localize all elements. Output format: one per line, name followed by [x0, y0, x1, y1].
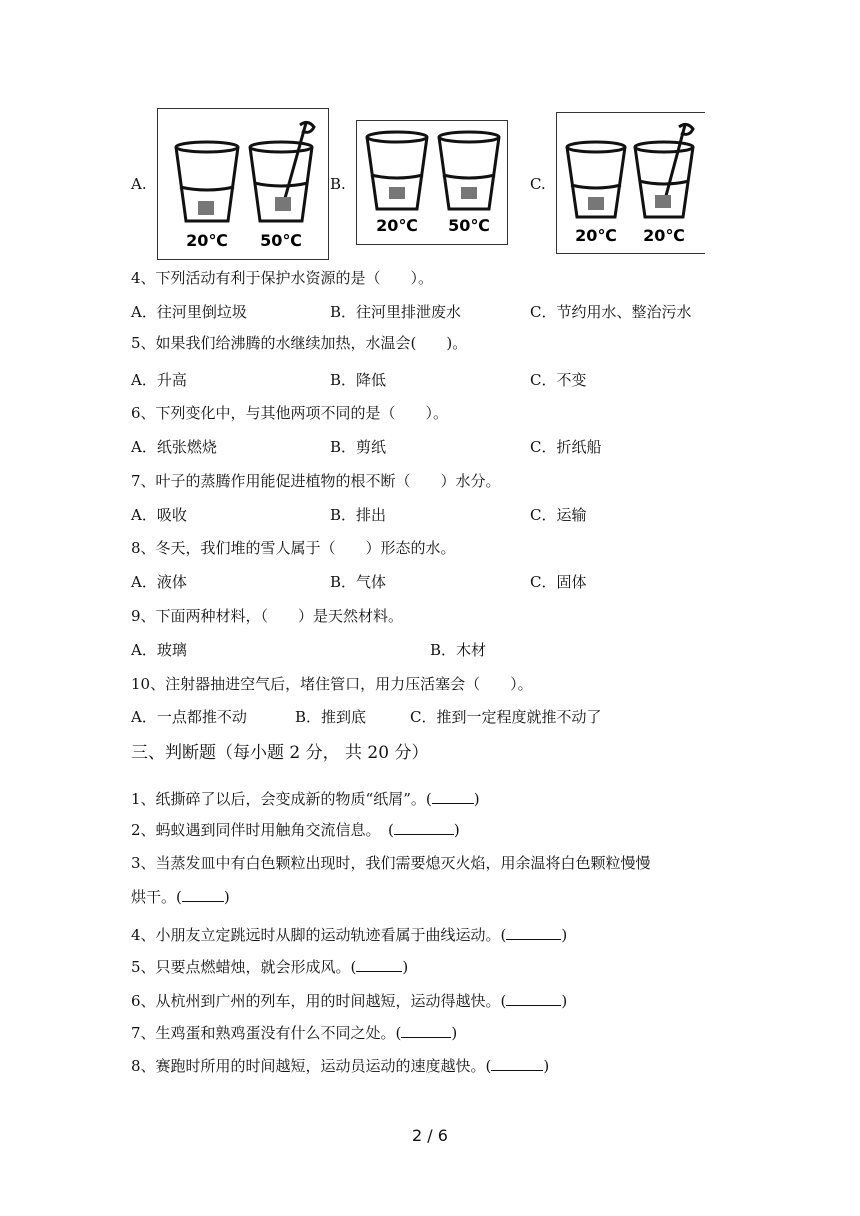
judgment-4: 4、小朋友立定跳远时从脚的运动轨迹看属于曲线运动。( ): [131, 926, 568, 944]
option-a-left-temp: 20℃: [186, 231, 228, 250]
question-9-option-a: A．玻璃: [131, 641, 187, 659]
option-b-label: B.: [330, 175, 346, 193]
question-4-stem: 4、下列活动有利于保护水资源的是（ ）。: [131, 269, 434, 287]
judgment-3-continued: 烘干。( ): [131, 888, 230, 906]
option-b-right-temp: 50℃: [448, 216, 490, 235]
answer-blank[interactable]: [401, 1022, 451, 1038]
beakers-illustration-b: [357, 121, 507, 244]
question-10-stem: 10、注射器抽进空气后，堵住管口，用力压活塞会（ ）。: [131, 675, 533, 693]
option-c-label: C.: [530, 175, 546, 193]
question-10-option-b: B．推到底: [295, 708, 367, 726]
answer-blank[interactable]: [506, 924, 561, 940]
option-a-image: [157, 108, 329, 260]
option-b-left-temp: 20℃: [376, 216, 418, 235]
question-7-option-c: C．运输: [530, 506, 587, 524]
option-c-right-temp: 20℃: [643, 226, 685, 245]
question-10-option-c: C．推到一定程度就推不动了: [410, 708, 602, 726]
question-5-option-b: B．降低: [330, 371, 387, 389]
question-5-stem: 5、如果我们给沸腾的水继续加热，水温会( )。: [131, 334, 468, 352]
question-5-option-a: A．升高: [131, 371, 187, 389]
question-8-option-b: B．气体: [330, 573, 387, 591]
answer-blank[interactable]: [394, 819, 454, 835]
option-c-left-temp: 20℃: [575, 226, 617, 245]
question-4-option-b: B．往河里排泄废水: [330, 303, 462, 321]
question-6-option-b: B．剪纸: [330, 438, 387, 456]
judgment-3: 3、当蒸发皿中有白色颗粒出现时，我们需要熄灭火焰，用余温将白色颗粒慢慢: [131, 854, 651, 872]
judgment-1: 1、纸撕碎了以后，会变成新的物质“纸屑”。( ): [131, 790, 480, 808]
option-a-label: A.: [131, 175, 147, 193]
question-8-option-a: A．液体: [131, 573, 187, 591]
question-5-option-c: C．不变: [530, 371, 587, 389]
question-6-option-a: A．纸张燃烧: [131, 438, 217, 456]
answer-blank[interactable]: [491, 1055, 543, 1071]
question-6-option-c: C．折纸船: [530, 438, 602, 456]
question-8-option-c: C．固体: [530, 573, 587, 591]
answer-blank[interactable]: [182, 886, 224, 902]
option-b-image: [356, 120, 508, 245]
question-4-option-c: C．节约用水、整治污水: [530, 303, 692, 321]
question-8-stem: 8、冬天，我们堆的雪人属于（ ）形态的水。: [131, 539, 456, 557]
question-7-stem: 7、叶子的蒸腾作用能促进植物的根不断（ ）水分。: [131, 472, 501, 490]
judgment-6: 6、从杭州到广州的列车，用的时间越短，运动得越快。( ): [131, 992, 568, 1010]
question-7-option-b: B．排出: [330, 506, 387, 524]
option-c-image: [556, 112, 705, 254]
page-number: 2 / 6: [412, 1126, 448, 1145]
answer-blank[interactable]: [356, 956, 402, 972]
question-9-stem: 9、下面两种材料，（ ）是天然材料。: [131, 607, 404, 625]
judgment-8: 8、赛跑时所用的时间越短，运动员运动的速度越快。( ): [131, 1057, 550, 1075]
beakers-illustration-a: [158, 109, 328, 259]
question-6-stem: 6、下列变化中，与其他两项不同的是（ ）。: [131, 404, 449, 422]
judgment-7: 7、生鸡蛋和熟鸡蛋没有什么不同之处。( ): [131, 1024, 458, 1042]
section-title: 三、判断题（每小题 2 分， 共 20 分）: [131, 743, 429, 763]
answer-blank[interactable]: [506, 990, 561, 1006]
question-10-option-a: A．一点都推不动: [131, 708, 247, 726]
question-9-option-b: B．木材: [430, 641, 487, 659]
option-a-right-temp: 50℃: [260, 231, 302, 250]
judgment-5: 5、只要点燃蜡烛，就会形成风。( ): [131, 958, 409, 976]
question-4-option-a: A．往河里倒垃圾: [131, 303, 247, 321]
judgment-2: 2、蚂蚁遇到同伴时用触角交流信息。 ( ): [131, 821, 460, 839]
question-7-option-a: A．吸收: [131, 506, 187, 524]
answer-blank[interactable]: [432, 788, 474, 804]
beakers-illustration-c: [557, 113, 705, 253]
